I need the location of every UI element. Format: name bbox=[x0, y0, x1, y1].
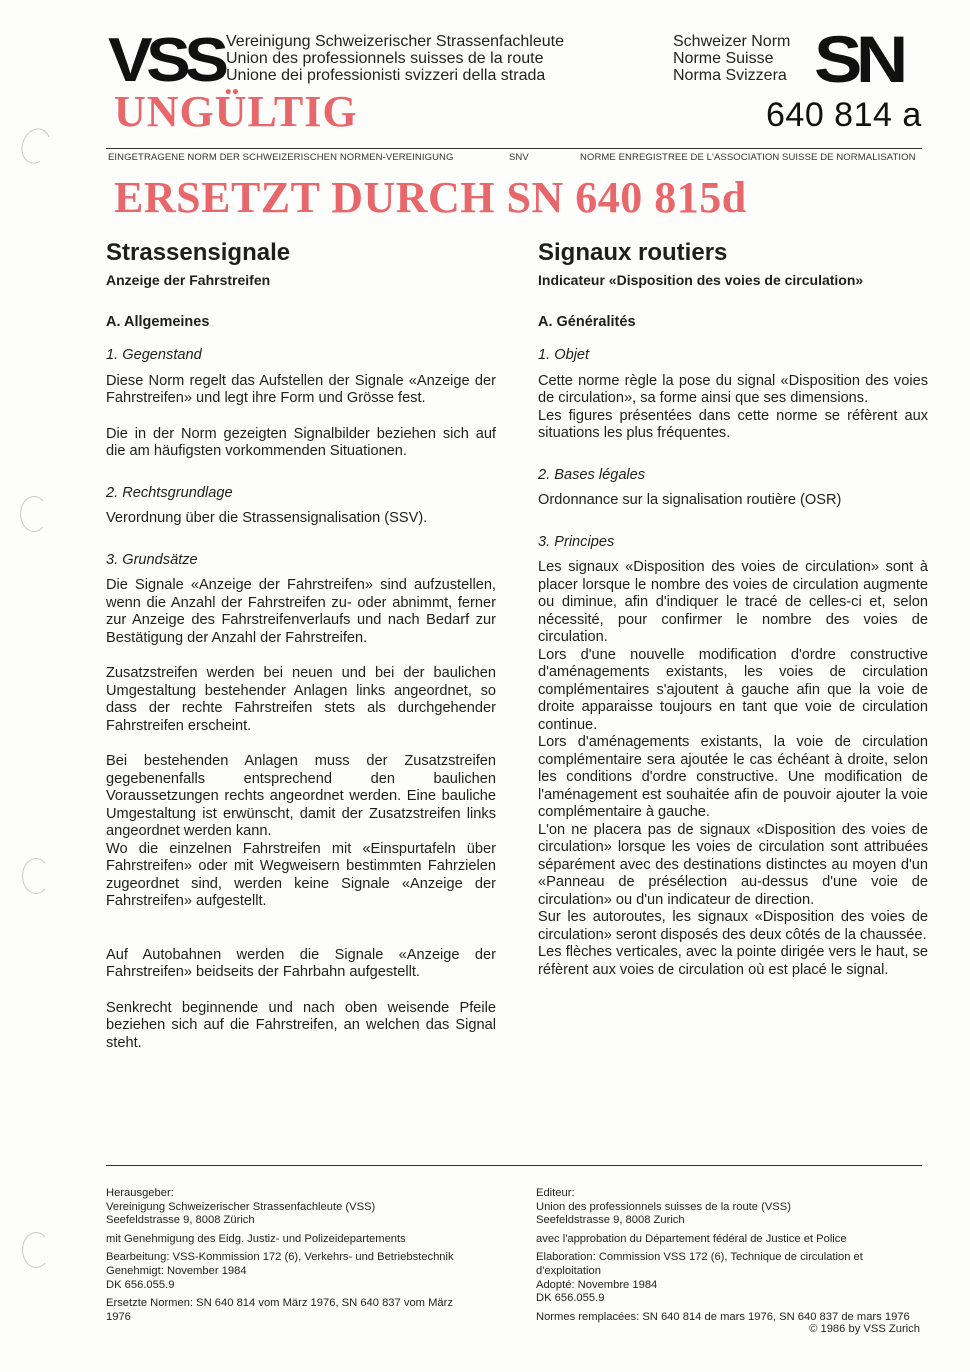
paragraph-de: Diese Norm regelt das Aufstellen der Signale «Anzeige der Fahrstreifen» und legt ihre Form und Grösse fest. bbox=[106, 372, 496, 406]
section-a-heading-fr: A. Généralités bbox=[538, 313, 636, 330]
publisher-address-fr: Seefeldstrasse 9, 8008 Zurich bbox=[536, 1214, 685, 1227]
registration-line-fr: NORME ENREGISTREE DE L'ASSOCIATION SUISSE DE NORMALISATION bbox=[580, 152, 916, 163]
publisher-label-fr: Editeur: bbox=[536, 1187, 575, 1199]
german-column bbox=[106, 238, 496, 1052]
organisation-names bbox=[226, 33, 564, 84]
subtitle-fr: Indicateur «Disposition des voies de circulation» bbox=[538, 272, 864, 288]
section-3-heading-de: 3. Grundsätze bbox=[106, 551, 198, 568]
punch-hole-mark bbox=[17, 124, 56, 167]
paragraph-de: Wo die einzelnen Fahrstreifen mit «Einspurtafeln über Fahrstreifen» oder mit Wegweisern bestimmten Fahrzielen zugeordnet sind, werden keine Signale «Anzeige der Fahrstreifen» aufgestellt. bbox=[106, 840, 496, 909]
approved-date-fr: Adopté: Novembre 1984 bbox=[536, 1278, 658, 1291]
approved-date-de: Genehmigt: November 1984 bbox=[106, 1264, 247, 1277]
editing-de: Bearbeitung: VSS-Kommission 172 (6), Verkehrs- und Betriebstechnik bbox=[106, 1251, 454, 1264]
paragraph-de: Die in der Norm gezeigten Signalbilder beziehen sich auf die am häufigsten vorkommenden Situationen. bbox=[106, 425, 496, 459]
replaced-norms-fr: Normes remplacées: SN 640 814 de mars 1976, SN 640 837 de mars 1976 bbox=[536, 1310, 910, 1323]
editing-fr-cont: d'exploitation bbox=[536, 1264, 601, 1277]
paragraph-fr: L'on ne placera pas de signaux «Disposition des voies de circulation» lorsque les voies de circulation sont attribuées séparément avec des destinations distinctes au moyen d'un «Panneau de présélection au-dessus d'une voie de circulation» ou d'un indicateur de direction. bbox=[538, 821, 928, 908]
paragraph-fr: Les flèches verticales, avec la pointe dirigée vers le haut, se réfèrent aux voies de circulation où est placé le signal. bbox=[538, 944, 928, 978]
section-2-heading-de: 2. Rechtsgrundlage bbox=[106, 484, 233, 501]
punch-hole-mark bbox=[22, 858, 50, 894]
title-fr: Signaux routiers bbox=[538, 239, 728, 266]
paragraph-de: Die Signale «Anzeige der Fahrstreifen» sind aufzustellen, wenn die Anzahl der Fahrstreifen zu- oder abnimmt, ferner zur Anzeige des Fahrstreifenverlaufs und nach Bedarf zur Bestätigung der Anzahl der Fahrstreifen. bbox=[106, 577, 496, 646]
paragraph-fr: Cette norme règle la pose du signal «Disposition des voies de circulation», sa forme ainsi que ses dimensions. bbox=[538, 372, 928, 406]
norm-type-labels bbox=[673, 33, 790, 84]
replaced-norms-de-cont: 1976 bbox=[106, 1310, 131, 1323]
footer-rule bbox=[106, 1165, 922, 1166]
approval-fr: avec l'approbation du Département fédéral de Justice et Police bbox=[536, 1232, 847, 1245]
dk-number-fr: DK 656.055.9 bbox=[536, 1292, 605, 1305]
punch-hole-mark bbox=[22, 1232, 50, 1268]
invalid-stamp: UNGÜLTIG bbox=[114, 87, 358, 136]
title-de: Strassensignale bbox=[106, 239, 291, 266]
approval-de: mit Genehmigung des Eidg. Justiz- und Polizeidepartements bbox=[106, 1232, 406, 1245]
publisher-label-de: Herausgeber: bbox=[106, 1187, 174, 1199]
replaced-by-stamp: ERSETZT DURCH SN 640 815d bbox=[114, 173, 747, 222]
norm-label-fr: Norme Suisse bbox=[673, 50, 774, 67]
section-3-heading-fr: 3. Principes bbox=[538, 533, 615, 550]
publisher-info-fr bbox=[536, 1187, 936, 1324]
vss-logo: VSS bbox=[108, 26, 223, 95]
paragraph-fr: Lors d'une nouvelle modification d'ordre constructive d'aménagements existants, les voies de circulation complémentaires s'ajoutent à gauche afin que la voie de droite apparaisse toujours en tant que voie de circulation continue. bbox=[538, 646, 928, 733]
header-rule bbox=[106, 148, 922, 149]
replaced-norms-de: Ersetzte Normen: SN 640 814 vom März 1976, SN 640 837 vom März bbox=[106, 1297, 453, 1310]
norm-number: 640 814 a bbox=[766, 96, 922, 134]
editing-fr: Elaboration: Commission VSS 172 (6), Technique de circulation et bbox=[536, 1251, 863, 1264]
organisation-name-fr: Union des professionnels suisses de la route bbox=[226, 50, 544, 67]
publisher-name-de: Vereinigung Schweizerischer Strassenfachleute (VSS) bbox=[106, 1200, 376, 1213]
paragraph-fr: Les figures présentées dans cette norme se réfèrent aux situations les plus fréquentes. bbox=[538, 407, 928, 441]
section-1-heading-de: 1. Gegenstand bbox=[106, 347, 202, 363]
publisher-name-fr: Union des professionnels suisses de la route (VSS) bbox=[536, 1200, 791, 1213]
paragraph-fr: Lors d'aménagements existants, la voie de circulation complémentaire sera ajoutée le cas échéant à droite, selon les conditions d'ordre constructive. Une modification de l'aménagement est souhaitée afin de pouvoir ajouter la voie complémentaire à gauche. bbox=[538, 734, 928, 820]
paragraph-de: Senkrecht beginnende und nach oben weisende Pfeile beziehen sich auf die Fahrstreifen, an welchen das Signal steht. bbox=[106, 999, 496, 1051]
paragraph-fr: Sur les autoroutes, les signaux «Disposition des voies de circulation» seront disposés des deux côtés de la chaussée. bbox=[538, 909, 928, 943]
paragraph-de: Auf Autobahnen werden die Signale «Anzeige der Fahrstreifen» beidseits der Fahrbahn aufgestellt. bbox=[106, 946, 496, 980]
paragraph-fr: Les signaux «Disposition des voies de circulation» sont à placer lorsque le nombre des voies de circulation augmente ou diminue, afin d'indiquer le tracé de celles-ci et, selon nécessité, pour confirmer le nombre des voies de circulation. bbox=[538, 559, 928, 645]
section-1-heading-fr: 1. Objet bbox=[538, 347, 590, 363]
paragraph-de: Verordnung über die Strassensignalisation (SSV). bbox=[106, 510, 428, 526]
norm-label-de: Schweizer Norm bbox=[673, 33, 791, 50]
publisher-info-de bbox=[106, 1187, 506, 1324]
norm-label-it: Norma Svizzera bbox=[673, 67, 787, 84]
publisher-address-de: Seefeldstrasse 9, 8008 Zürich bbox=[106, 1214, 255, 1227]
sn-logo: SN bbox=[814, 22, 902, 96]
copyright-notice: © 1986 by VSS Zurich bbox=[809, 1323, 920, 1335]
registration-line-abbr: SNV bbox=[509, 152, 529, 163]
punch-hole-mark bbox=[20, 496, 48, 532]
section-a-heading-de: A. Allgemeines bbox=[106, 313, 210, 330]
dk-number-de: DK 656.055.9 bbox=[106, 1278, 175, 1291]
french-column bbox=[538, 238, 928, 979]
organisation-name-de: Vereinigung Schweizerischer Strassenfachleute bbox=[226, 33, 564, 50]
organisation-name-it: Unione dei professionisti svizzeri della strada bbox=[226, 67, 546, 84]
paragraph-de: Bei bestehenden Anlagen muss der Zusatzstreifen gegebenenfalls entsprechend den baulichen Voraussetzungen rechts angeordnet werden. Eine bauliche Umgestaltung ist erwünscht, damit der Zusatzstreifen links angeordnet werden kann. bbox=[106, 753, 496, 839]
section-2-heading-fr: 2. Bases légales bbox=[538, 466, 646, 483]
paragraph-fr: Ordonnance sur la signalisation routière (OSR) bbox=[538, 492, 842, 508]
subtitle-de: Anzeige der Fahrstreifen bbox=[106, 272, 271, 288]
registration-line-de: EINGETRAGENE NORM DER SCHWEIZERISCHEN NORMEN-VEREINIGUNG bbox=[108, 152, 454, 163]
paragraph-de: Zusatzstreifen werden bei neuen und bei der baulichen Umgestaltung bestehender Anlagen links angeordnet, so dass der rechte Fahrstreifen stets als durchgehender Fahrstreifen erscheint. bbox=[106, 665, 496, 734]
